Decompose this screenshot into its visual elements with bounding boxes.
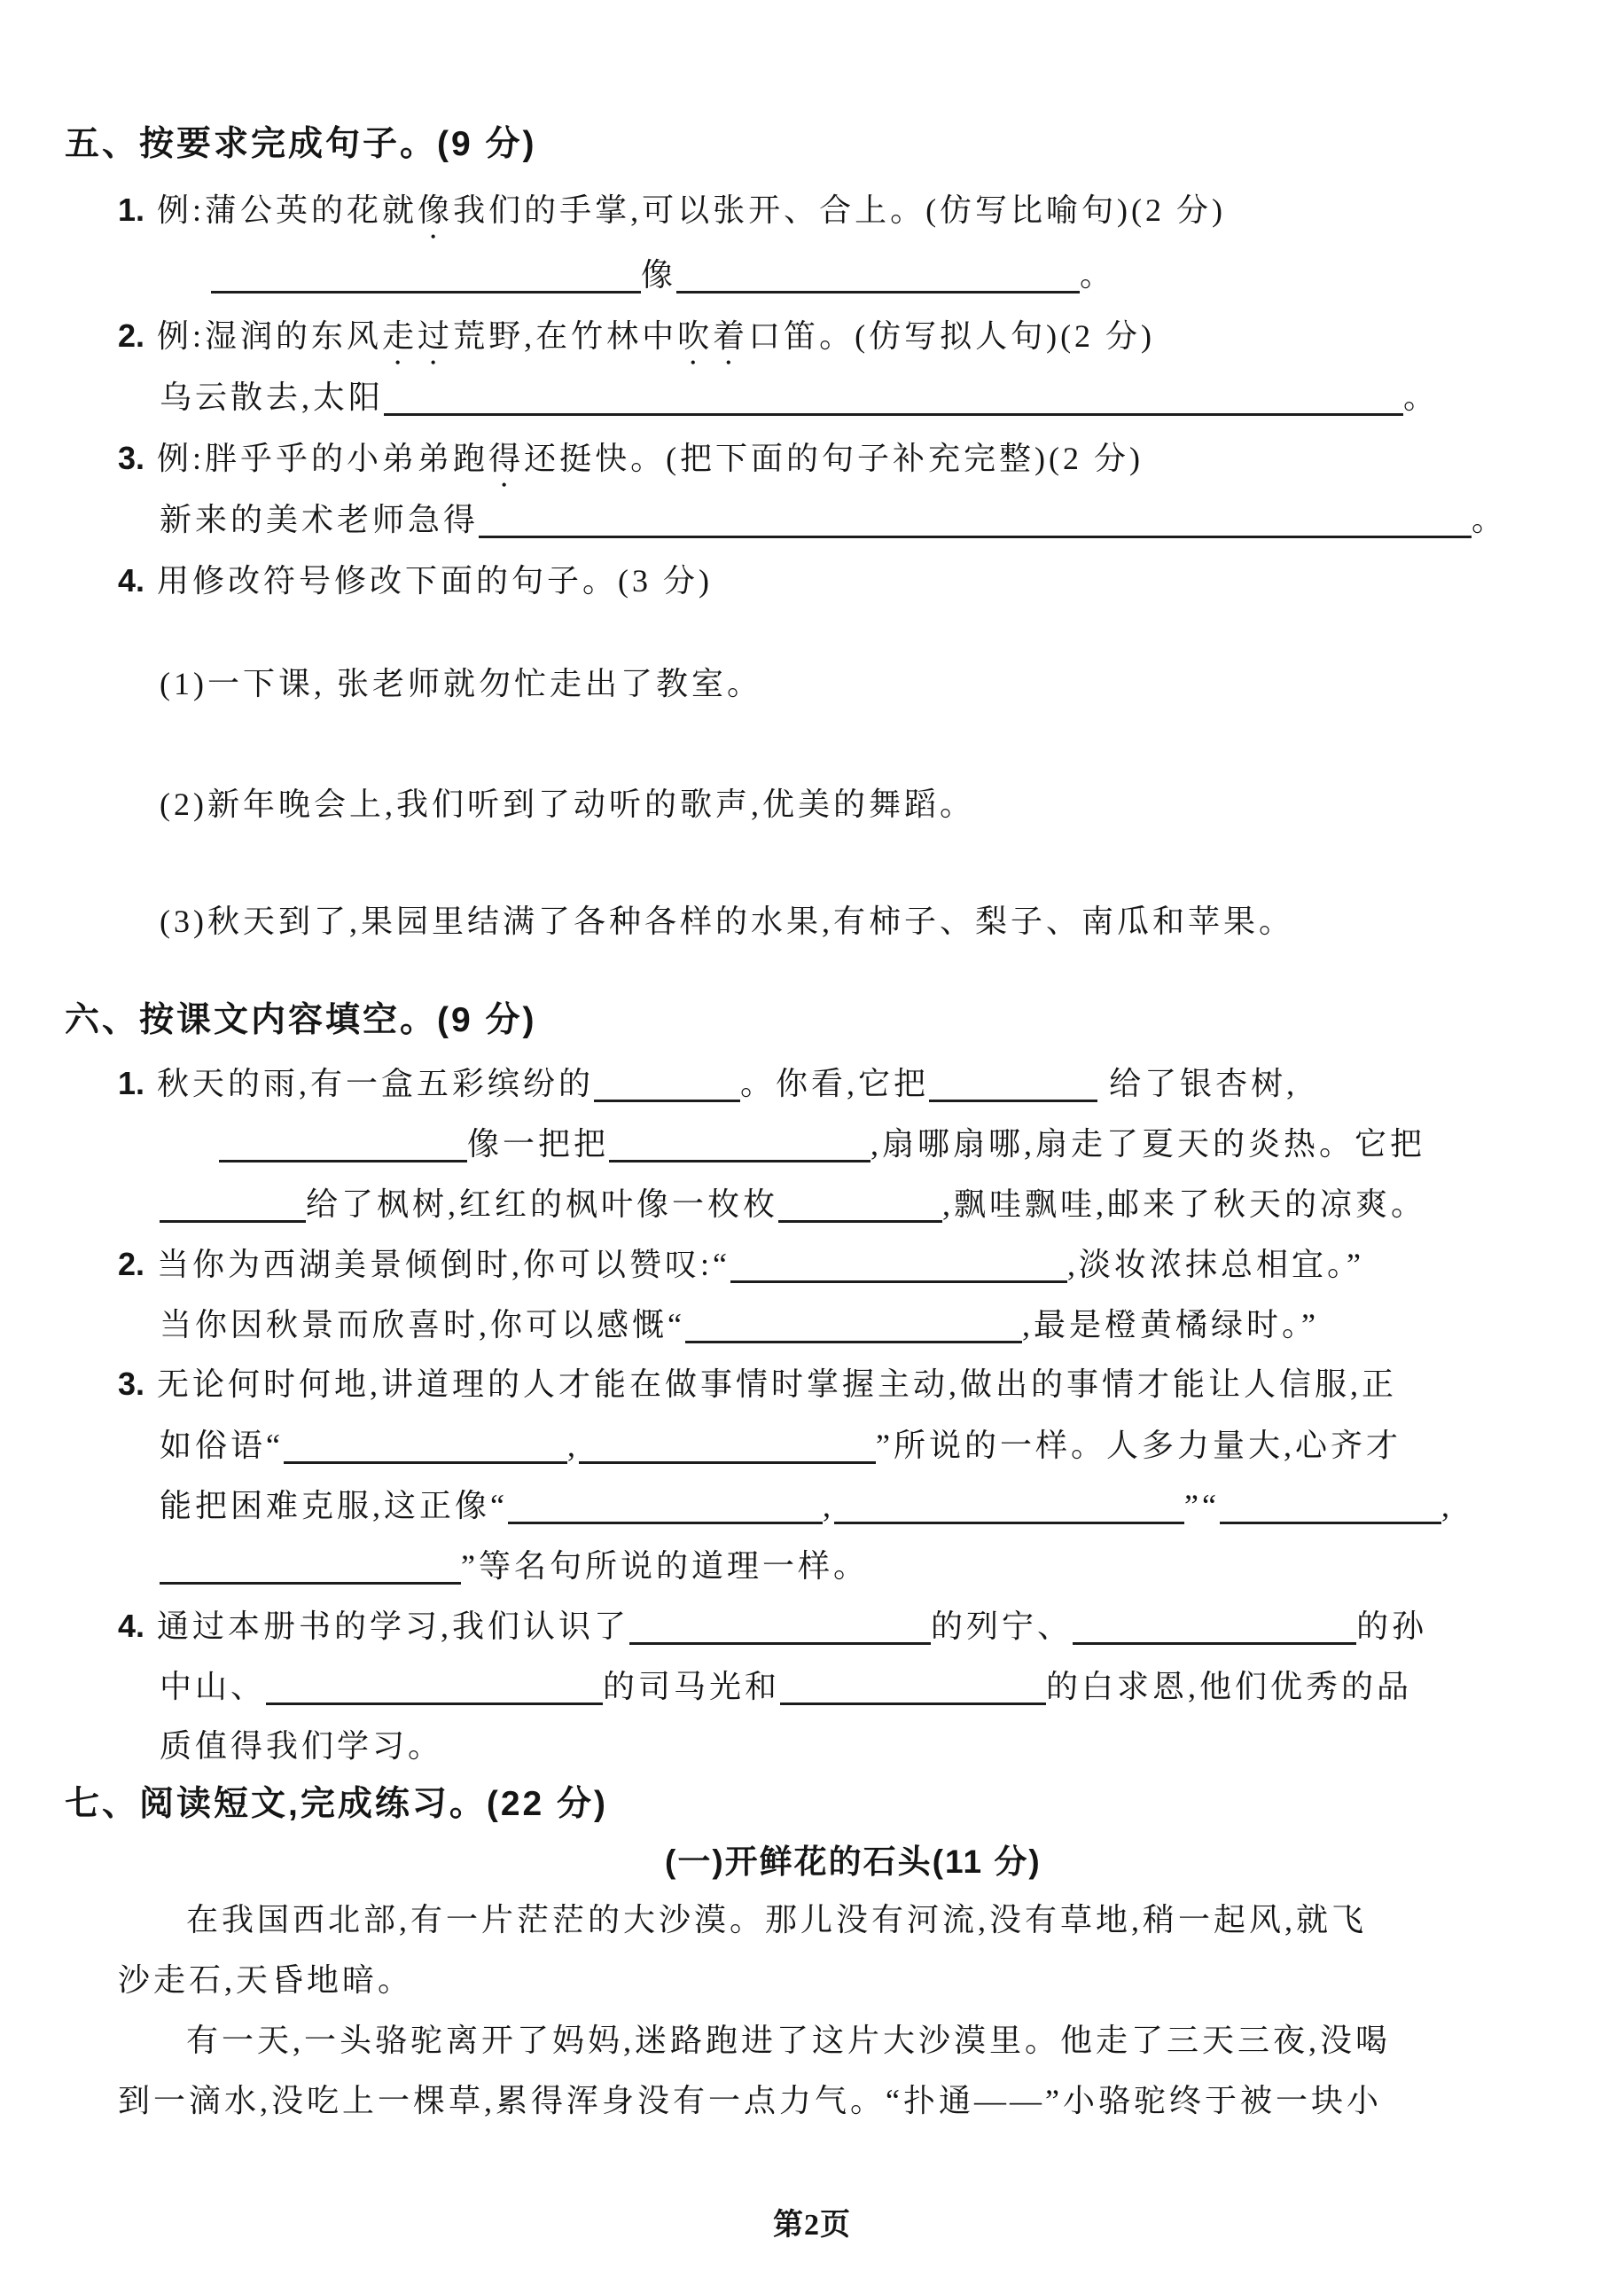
fill-blank — [284, 1424, 567, 1464]
section5-q4-row — [118, 560, 713, 602]
q4-text: 通过本册书的学习,我们认识了 — [157, 1609, 630, 1644]
answer-blank — [479, 498, 1472, 538]
emphasized-word: 得 — [488, 441, 525, 476]
fill-blank — [594, 1062, 740, 1102]
q1-text: 像一把把 — [467, 1126, 610, 1162]
q3-text: 如俗语“ — [160, 1428, 284, 1463]
section6-q3-row4 — [160, 1545, 869, 1587]
period: 。 — [1403, 380, 1440, 415]
q4-sentence-2: (2)新年晚会上,我们听到了动听的歌声,优美的舞蹈。 — [160, 787, 975, 822]
text-segment: 荒野,在竹林中 — [453, 318, 678, 354]
fill-blank — [929, 1062, 1097, 1102]
fill-blank — [1220, 1484, 1441, 1524]
text-segment: 还挺快。(把下面的句子补充完整)(2 分) — [524, 441, 1144, 476]
q2-number: 2. — [118, 317, 145, 354]
q2-text: ,最是橙黄橘绿时。” — [1021, 1307, 1319, 1342]
section6-q4-row2 — [160, 1665, 1412, 1708]
q4-text: 的司马光和 — [603, 1669, 781, 1704]
period: 。 — [1472, 502, 1508, 537]
fill-blank — [685, 1303, 1022, 1343]
passage-p2-line1: 有一天,一头骆驼离开了妈妈,迷路跑进了这片大沙漠里。他走了三天三夜,没喝 — [186, 2023, 1392, 2058]
q3-text: 能把困难克服,这正像“ — [160, 1488, 508, 1523]
q1-example-sentence — [157, 192, 1226, 228]
q1-text: ,扇哪扇哪,扇走了夏天的炎热。它把 — [871, 1126, 1426, 1162]
page-number: 第2页 — [773, 2209, 851, 2242]
q3-text: ”等名句所说的道理一样。 — [461, 1548, 869, 1584]
q3-number: 3. — [118, 1366, 145, 1402]
section6-q1-row2 — [219, 1123, 1425, 1165]
q3-text: , — [822, 1488, 834, 1523]
fill-blank — [508, 1484, 823, 1524]
section5-q1-example-row — [118, 190, 1226, 246]
q3-text: , — [566, 1428, 579, 1463]
q1-text: 给了枫树,红红的枫叶像一枚枚 — [306, 1186, 779, 1222]
emphasized-word: 像 — [418, 192, 454, 228]
text-segment: 口笛。(仿写拟人句)(2 分) — [748, 318, 1156, 354]
section5-q3-answer-row — [160, 498, 1507, 541]
q4-instruction: 用修改符号修改下面的句子。(3 分) — [157, 563, 714, 599]
fill-blank — [609, 1123, 871, 1162]
q1-number: 1. — [118, 192, 145, 228]
text-segment: 例:湿润的东风 — [157, 318, 383, 354]
q2-text: 当你因秋景而欣喜时,你可以感慨“ — [160, 1307, 685, 1342]
q4-sentence-3: (3)秋天到了,果园里结满了各种各样的水果,有柿子、梨子、南瓜和苹果。 — [160, 904, 1294, 939]
section5-q1-answer-row — [211, 254, 1115, 296]
section7-heading: 七、阅读短文,完成练习。(22 分) — [65, 1785, 609, 1823]
q4-text: 的白求恩,他们优秀的品 — [1046, 1669, 1413, 1704]
q2-answer-prefix: 乌云散去,太阳 — [160, 380, 385, 415]
passage-title: (一)开鲜花的石头(11 分) — [665, 1843, 1042, 1880]
passage-p1-line1: 在我国西北部,有一片茫茫的大沙漠。那儿没有河流,没有草地,稍一起风,就飞 — [186, 1902, 1368, 1937]
fill-blank — [780, 1665, 1046, 1705]
fill-blank — [219, 1123, 467, 1162]
q4-number: 4. — [118, 1608, 145, 1644]
section6-q3-row1 — [118, 1364, 1397, 1405]
section5-q2-answer-row — [160, 376, 1439, 419]
section6-q1-row3 — [160, 1183, 1426, 1225]
section6-q3-row2 — [160, 1424, 1401, 1467]
fill-blank — [1073, 1605, 1356, 1645]
passage-p1-line2: 沙走石,天昏地暗。 — [118, 1962, 414, 1998]
passage-p2-line2: 到一滴水,没吃上一棵草,累得浑身没有一点力气。“扑通——”小骆驼终于被一块小 — [118, 2083, 1382, 2118]
simile-word: 像 — [641, 257, 677, 293]
q4-text: 中山、 — [160, 1669, 267, 1704]
text-segment: 例:蒲公英的花就 — [157, 192, 418, 228]
section6-q1-row1 — [118, 1062, 1298, 1105]
fill-blank — [160, 1183, 306, 1223]
q3-number: 3. — [118, 440, 145, 476]
fill-blank — [160, 1545, 461, 1585]
section5-q2-example-row — [118, 316, 1155, 372]
q4-text: 的孙 — [1356, 1609, 1428, 1644]
section5-heading: 五、按要求完成句子。(9 分) — [65, 125, 537, 163]
q4-sentence-1: (1)一下课, 张老师就勿忙走出了教室。 — [160, 666, 762, 701]
q1-text: 给了银杏树, — [1109, 1066, 1299, 1101]
fill-blank — [579, 1424, 876, 1464]
answer-blank — [211, 254, 641, 294]
q3-text: , — [1441, 1488, 1453, 1523]
fill-blank — [834, 1484, 1184, 1524]
answer-blank — [676, 254, 1080, 294]
text-segment: 例:胖乎乎的小弟弟跑 — [157, 441, 489, 476]
emphasized-word: 走过 — [382, 318, 454, 354]
section5-q3-example-row — [118, 438, 1144, 494]
q2-text: ,淡妆浓抹总相宜。” — [1067, 1247, 1364, 1282]
fill-blank — [778, 1183, 942, 1223]
q3-answer-prefix: 新来的美术老师急得 — [160, 502, 480, 537]
section6-q4-row1 — [118, 1605, 1427, 1648]
q2-number: 2. — [118, 1246, 145, 1282]
q1-text: 秋天的雨,有一盒五彩缤纷的 — [157, 1066, 595, 1101]
emphasized-word: 吹着 — [677, 318, 749, 354]
section6-q2-row1 — [118, 1243, 1364, 1286]
fill-blank — [629, 1605, 931, 1645]
q4-text: 的列宁、 — [931, 1609, 1074, 1644]
fill-blank — [730, 1243, 1067, 1283]
section6-q3-row3 — [160, 1484, 1453, 1527]
q2-example-sentence — [157, 318, 1155, 354]
q4-number: 4. — [118, 562, 145, 599]
q1-number: 1. — [118, 1065, 145, 1101]
q3-example-sentence — [157, 441, 1144, 476]
section6-heading: 六、按课文内容填空。(9 分) — [65, 1001, 537, 1039]
fill-blank — [266, 1665, 603, 1705]
period: 。 — [1080, 257, 1116, 293]
q3-text: ”所说的一样。人多力量大,心齐才 — [875, 1428, 1401, 1463]
section6-q4-row3: 质值得我们学习。 — [160, 1728, 444, 1764]
answer-blank — [384, 376, 1403, 416]
section6-q2-row2 — [160, 1303, 1319, 1346]
text-segment: 我们的手掌,可以张开、合上。(仿写比喻句)(2 分) — [453, 192, 1227, 228]
q1-text: ,飘哇飘哇,邮来了秋天的凉爽。 — [942, 1186, 1427, 1222]
q3-text: ”“ — [1183, 1488, 1220, 1523]
q2-text: 当你为西湖美景倾倒时,你可以赞叹:“ — [157, 1247, 731, 1282]
q1-text: 。你看,它把 — [740, 1066, 930, 1101]
q3-text: 无论何时何地,讲道理的人才能在做事情时掌握主动,做出的事情才能让人信服,正 — [157, 1366, 1398, 1402]
